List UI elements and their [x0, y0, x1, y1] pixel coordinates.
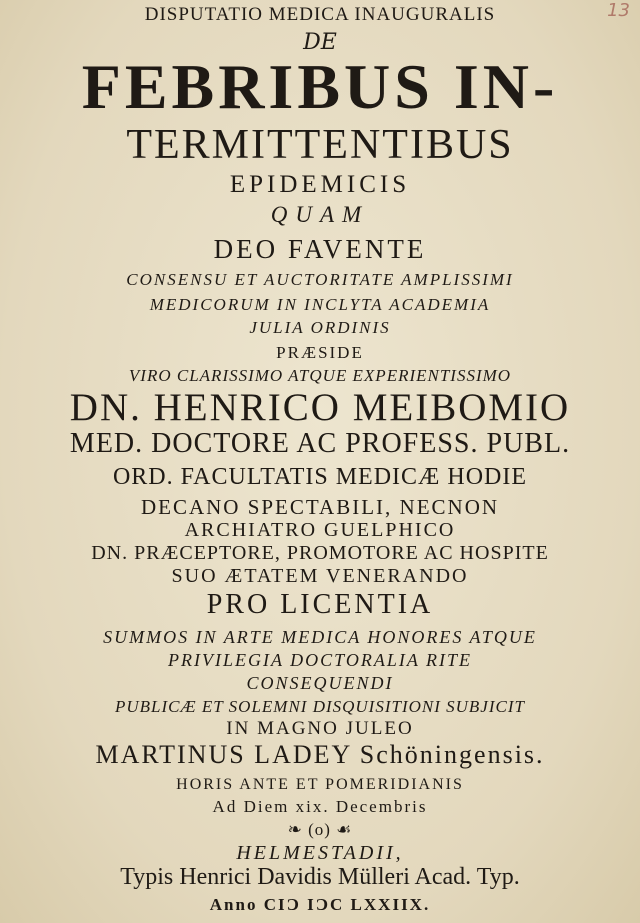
- privilegia-line: PRIVILEGIA DOCTORALIA RITE: [168, 650, 472, 670]
- consequendi-line: CONSEQUENDI: [246, 673, 394, 693]
- ornament-center: (o): [308, 820, 331, 839]
- place-line: HELMESTADII,: [236, 842, 404, 864]
- praeses-title-2: ORD. FACULTATIS MEDICÆ HODIE: [112, 464, 528, 490]
- praeses-title-3: DECANO SPECTABILI, NECNON: [140, 495, 500, 519]
- aetatem-line: SUO ÆTATEM VENERANDO: [171, 565, 469, 587]
- horis-line: HORIS ANTE ET POMERIDIANIS: [176, 776, 464, 793]
- magno-juleo-line: IN MAGNO JULEO: [226, 718, 414, 739]
- ornament: [0, 820, 640, 840]
- praeside-line: PRÆSIDE: [276, 343, 364, 362]
- julia-ordinis-line: JULIA ORDINIS: [249, 318, 391, 337]
- medicorum-line: MEDICORUM IN INCLYTA ACADEMIA: [149, 295, 491, 314]
- praeses-name: DN. HENRICO MEIBOMIO: [69, 386, 571, 429]
- praeses-title-4: ARCHIATRO GUELPHICO: [184, 519, 456, 541]
- title-line-1: FEBRIBUS IN-: [81, 51, 559, 122]
- publicae-line: PUBLICÆ ET SOLEMNI DISQUISITIONI SUBJICIT: [115, 697, 525, 716]
- quam-line: QUAM: [270, 202, 370, 227]
- corner-note: 13: [607, 0, 630, 21]
- ornament-left-icon: ❧: [287, 820, 309, 839]
- praeceptore-line: DN. PRÆCEPTORE, PROMOTORE AC HOSPITE: [91, 542, 549, 564]
- ornament-right-icon: ☙: [330, 820, 353, 839]
- viro-clarissimo-line: VIRO CLARISSIMO ATQUE EXPERIENTISSIMO: [128, 366, 512, 385]
- praeses-title-1: MED. DOCTORE AC PROFESS. PUBL.: [69, 428, 571, 459]
- title-line-2: TERMITTENTIBUS: [126, 122, 514, 168]
- summos-line: SUMMOS IN ARTE MEDICA HONORES ATQUE: [103, 627, 537, 647]
- printer-line: Typis Henrici Davidis Mülleri Acad. Typ.: [120, 864, 520, 890]
- pro-licentia-line: PRO LICENTIA: [206, 589, 434, 620]
- date-line: Ad Diem xix. Decembris: [212, 797, 428, 816]
- heading-de: DE: [303, 30, 337, 55]
- consensu-line: CONSENSU ET AUCTORITATE AMPLISSIMI: [126, 270, 514, 289]
- title-line-3: EPIDEMICIS: [229, 171, 411, 198]
- deo-favente-line: DEO FAVENTE: [213, 234, 427, 264]
- heading-disputatio: DISPUTATIO MEDICA INAUGURALIS: [144, 4, 496, 25]
- author-name: MARTINUS LADEY Schöningensis.: [95, 740, 545, 769]
- year-line: Anno CIƆ IƆC LXXIIX.: [209, 895, 431, 914]
